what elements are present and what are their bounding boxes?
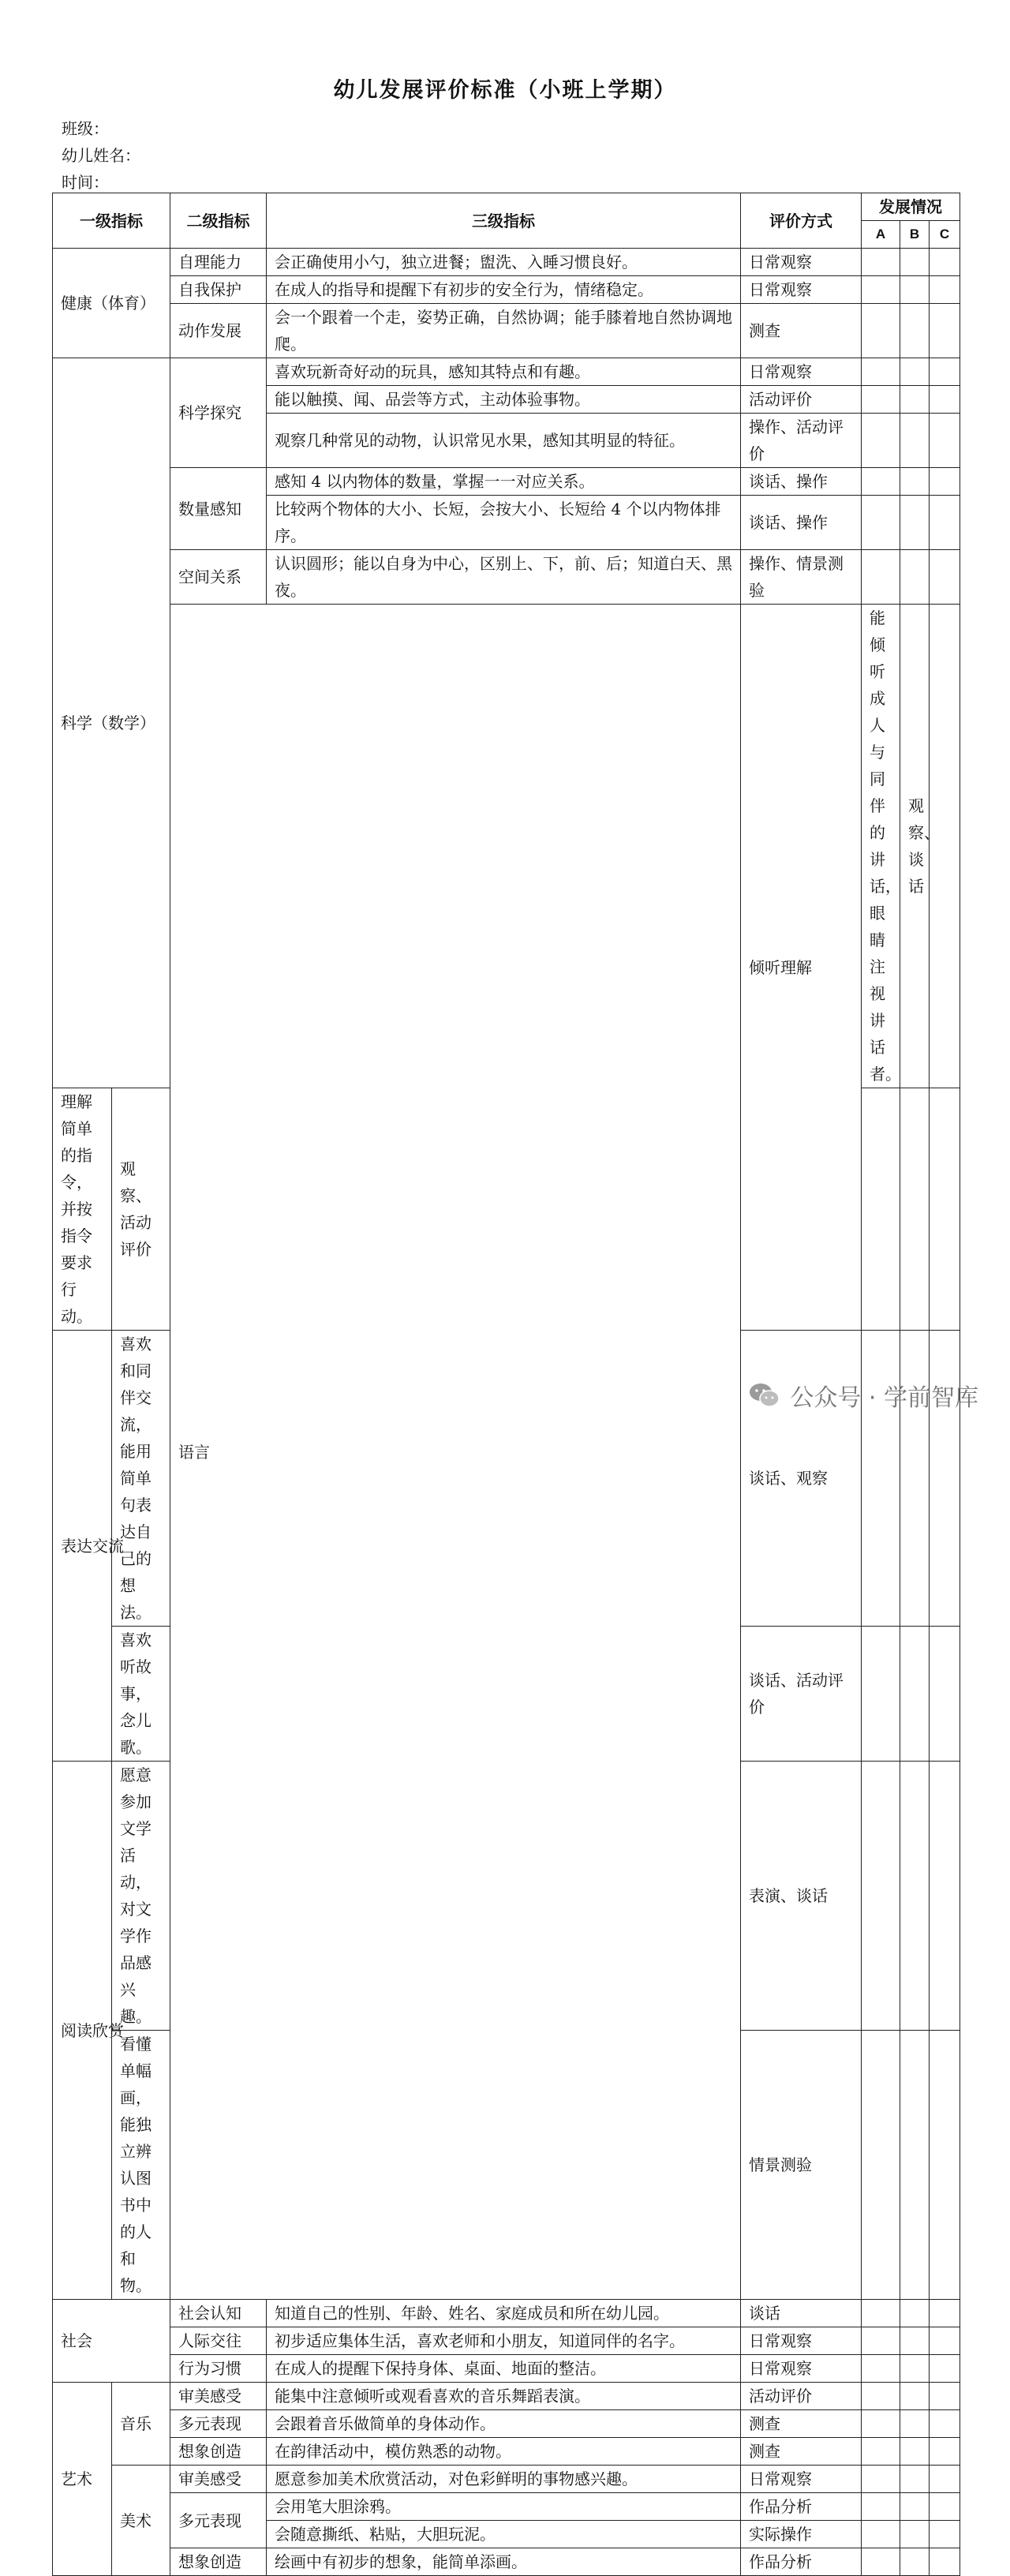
grade-a-cell[interactable] (862, 2410, 900, 2438)
indicator: 绘画中有初步的想象，能简单添画。 (267, 2548, 741, 2576)
sub-music-aesthetic: 审美感受 (170, 2383, 267, 2410)
grade-b-cell[interactable] (900, 2493, 930, 2521)
wechat-icon (749, 1381, 780, 1410)
grade-b-cell[interactable] (900, 2466, 930, 2493)
grade-c-cell[interactable] (930, 276, 960, 304)
grade-b-cell[interactable] (900, 2383, 930, 2410)
domain-music: 音乐 (112, 2383, 170, 2466)
indicator: 在成人的提醒下保持身体、桌面、地面的整洁。 (267, 2355, 741, 2383)
domain-language: 语言 (170, 605, 741, 2300)
method: 测查 (741, 304, 862, 358)
header-grade-a: A (862, 221, 900, 249)
grade-c-cell[interactable] (930, 304, 960, 358)
method: 操作、情景测验 (741, 550, 862, 605)
grade-a-cell[interactable] (862, 550, 900, 605)
grade-b-cell[interactable] (900, 496, 930, 550)
grade-c-cell[interactable] (930, 468, 960, 496)
grade-a-cell[interactable] (930, 605, 960, 1088)
grade-b-cell[interactable] (900, 304, 930, 358)
watermark-text: 公众号 · 学前智库 (790, 1384, 978, 1412)
grade-b-cell[interactable] (900, 2031, 930, 2300)
grade-c-cell[interactable] (930, 386, 960, 414)
header-grade-b: B (900, 221, 930, 249)
indicator: 愿意参加文学活动，对文学作品感兴趣。 (112, 1762, 170, 2031)
form-header (62, 115, 140, 196)
method: 活动评价 (741, 2383, 862, 2410)
grade-b-cell[interactable] (900, 550, 930, 605)
grade-b-cell[interactable] (900, 249, 930, 276)
grade-b-cell[interactable] (900, 2355, 930, 2383)
grade-a-cell[interactable] (862, 2383, 900, 2410)
indicator: 会随意撕纸、粘贴，大胆玩泥。 (267, 2521, 741, 2548)
class-label: 班级： (62, 119, 109, 138)
grade-a-cell[interactable] (862, 1627, 900, 1762)
grade-a-cell[interactable] (862, 468, 900, 496)
grade-a-cell[interactable] (862, 1762, 900, 2031)
indicator: 喜欢听故事，念儿歌。 (112, 1627, 170, 1762)
indicator: 会正确使用小勺，独立进餐；盥洗、入睡习惯良好。 (267, 249, 741, 276)
watermark (749, 1378, 978, 1413)
indicator: 理解简单的指令，并按指令要求行动。 (53, 1088, 112, 1331)
grade-c-cell[interactable] (930, 2548, 960, 2576)
method: 日常观察 (741, 2327, 862, 2355)
grade-c-cell[interactable] (930, 1762, 960, 2031)
grade-c-cell[interactable] (930, 496, 960, 550)
grade-a-cell[interactable] (862, 276, 900, 304)
indicator: 能集中注意倾听或观看喜欢的音乐舞蹈表演。 (267, 2383, 741, 2410)
sub-movement: 动作发展 (170, 304, 267, 358)
grade-a-cell[interactable] (862, 2327, 900, 2355)
method: 谈话、操作 (741, 496, 862, 550)
grade-b-cell[interactable] (900, 414, 930, 468)
grade-c-cell[interactable] (930, 2521, 960, 2548)
grade-a-cell[interactable] (862, 2521, 900, 2548)
method: 谈话、操作 (741, 468, 862, 496)
grade-a-cell[interactable] (862, 2355, 900, 2383)
domain-health: 健康（体育） (53, 249, 170, 358)
grade-c-cell[interactable] (930, 1627, 960, 1762)
sub-expression: 表达交流 (53, 1331, 112, 1762)
grade-a-cell[interactable] (862, 2300, 900, 2327)
method: 活动评价 (741, 386, 862, 414)
child-name-label: 幼儿姓名： (62, 146, 140, 165)
method: 作品分析 (741, 2493, 862, 2521)
grade-b-cell[interactable] (900, 1627, 930, 1762)
method: 日常观察 (741, 2466, 862, 2493)
indicator: 在韵律活动中，模仿熟悉的动物。 (267, 2438, 741, 2466)
grade-c-cell[interactable] (930, 1331, 960, 1627)
grade-b-cell[interactable] (900, 1088, 930, 1331)
page-title: 幼儿发展评价标准（小班上学期） (333, 78, 677, 103)
sub-quantity: 数量感知 (170, 468, 267, 550)
sub-listening: 倾听理解 (741, 605, 862, 1331)
grade-c-cell[interactable] (930, 2410, 960, 2438)
method: 测查 (741, 2410, 862, 2438)
grade-a-cell[interactable] (862, 2031, 900, 2300)
sub-self-protect: 自我保护 (170, 276, 267, 304)
grade-b-cell[interactable] (900, 1331, 930, 1627)
domain-art: 艺术 (53, 2383, 112, 2576)
grade-c-cell[interactable] (930, 2466, 960, 2493)
sub-interpersonal: 人际交往 (170, 2327, 267, 2355)
grade-a-cell[interactable] (862, 1331, 900, 1627)
indicator: 在成人的指导和提醒下有初步的安全行为，情绪稳定。 (267, 276, 741, 304)
grade-c-cell[interactable] (930, 249, 960, 276)
sub-self-care: 自理能力 (170, 249, 267, 276)
header-level1: 一级指标 (53, 193, 170, 249)
header-grade-c: C (930, 221, 960, 249)
indicator: 喜欢玩新奇好动的玩具，感知其特点和有趣。 (267, 358, 741, 386)
domain-social: 社会 (53, 2300, 170, 2383)
grade-c-cell[interactable] (930, 2031, 960, 2300)
grade-a-cell[interactable] (862, 249, 900, 276)
sub-science-explore: 科学探究 (170, 358, 267, 468)
grade-b-cell[interactable] (900, 2410, 930, 2438)
method: 谈话 (741, 2300, 862, 2327)
method: 谈话、观察 (741, 1331, 862, 1627)
sub-habits: 行为习惯 (170, 2355, 267, 2383)
indicator: 能以触摸、闻、品尝等方式，主动体验事物。 (267, 386, 741, 414)
domain-fine-art: 美术 (112, 2466, 170, 2576)
grade-c-cell[interactable] (930, 2327, 960, 2355)
method: 表演、谈话 (741, 1762, 862, 2031)
header-level3: 三级指标 (267, 193, 741, 249)
grade-c-cell[interactable] (930, 414, 960, 468)
method: 作品分析 (741, 2548, 862, 2576)
indicator: 观察几种常见的动物，认识常见水果，感知其明显的特征。 (267, 414, 741, 468)
grade-a-cell[interactable] (862, 2466, 900, 2493)
sub-art-aesthetic: 审美感受 (170, 2466, 267, 2493)
indicator: 能倾听成人与同伴的讲话，眼睛注视讲话者。 (862, 605, 900, 1088)
sub-art-express: 多元表现 (170, 2493, 267, 2548)
indicator: 会一个跟着一个走，姿势正确，自然协调；能手膝着地自然协调地爬。 (267, 304, 741, 358)
grade-b-cell[interactable] (900, 386, 930, 414)
grade-a-cell[interactable] (862, 2548, 900, 2576)
grade-c-cell[interactable] (930, 2438, 960, 2466)
grade-a-cell[interactable] (862, 414, 900, 468)
indicator: 会用笔大胆涂鸦。 (267, 2493, 741, 2521)
method: 测查 (741, 2438, 862, 2466)
indicator: 会跟着音乐做简单的身体动作。 (267, 2410, 741, 2438)
method: 日常观察 (741, 276, 862, 304)
method: 观察、谈话 (900, 605, 930, 1088)
grade-c-cell[interactable] (930, 358, 960, 386)
indicator: 认识圆形；能以自身为中心，区别上、下，前、后；知道白天、黑夜。 (267, 550, 741, 605)
grade-b-cell[interactable] (900, 1762, 930, 2031)
sub-social-cognition: 社会认知 (170, 2300, 267, 2327)
grade-b-cell[interactable] (900, 468, 930, 496)
grade-c-cell[interactable] (930, 2383, 960, 2410)
grade-b-cell[interactable] (900, 2521, 930, 2548)
indicator: 感知 4 以内物体的数量，掌握一一对应关系。 (267, 468, 741, 496)
grade-c-cell[interactable] (930, 2355, 960, 2383)
indicator: 看懂单幅画，能独立辨认图书中的人和物。 (112, 2031, 170, 2300)
sub-space: 空间关系 (170, 550, 267, 605)
grade-c-cell[interactable] (930, 2493, 960, 2521)
indicator: 愿意参加美术欣赏活动，对色彩鲜明的事物感兴趣。 (267, 2466, 741, 2493)
method: 情景测验 (741, 2031, 862, 2300)
sub-reading: 阅读欣赏 (53, 1762, 112, 2300)
indicator: 喜欢和同伴交流，能用简单句表达自己的想法。 (112, 1331, 170, 1627)
grade-b-cell[interactable] (900, 358, 930, 386)
grade-c-cell[interactable] (930, 550, 960, 605)
grade-a-cell[interactable] (862, 358, 900, 386)
method: 日常观察 (741, 249, 862, 276)
grade-a-cell[interactable] (862, 1088, 900, 1331)
domain-science: 科学（数学） (53, 358, 170, 1088)
sub-music-express: 多元表现 (170, 2410, 267, 2438)
method: 观察、活动评价 (112, 1088, 170, 1331)
header-development: 发展情况 (862, 193, 960, 221)
indicator: 比较两个物体的大小、长短，会按大小、长短给 4 个以内物体排序。 (267, 496, 741, 550)
grade-b-cell[interactable] (900, 2548, 930, 2576)
grade-c-cell[interactable] (930, 2300, 960, 2327)
sub-art-imagine: 想象创造 (170, 2548, 267, 2576)
header-method: 评价方式 (741, 193, 862, 249)
grade-c-cell[interactable] (930, 1088, 960, 1331)
method: 实际操作 (741, 2521, 862, 2548)
sub-music-imagine: 想象创造 (170, 2438, 267, 2466)
method: 日常观察 (741, 2355, 862, 2383)
grade-a-cell[interactable] (862, 386, 900, 414)
grade-b-cell[interactable] (900, 2300, 930, 2327)
time-label: 时间： (62, 173, 109, 192)
grade-a-cell[interactable] (862, 496, 900, 550)
header-level2: 二级指标 (170, 193, 267, 249)
grade-a-cell[interactable] (862, 2493, 900, 2521)
method: 谈话、活动评价 (741, 1627, 862, 1762)
method: 日常观察 (741, 358, 862, 386)
grade-a-cell[interactable] (862, 304, 900, 358)
indicator: 初步适应集体生活，喜欢老师和小朋友，知道同伴的名字。 (267, 2327, 741, 2355)
grade-b-cell[interactable] (900, 276, 930, 304)
grade-b-cell[interactable] (900, 2438, 930, 2466)
method: 操作、活动评价 (741, 414, 862, 468)
grade-a-cell[interactable] (862, 2438, 900, 2466)
grade-b-cell[interactable] (900, 2327, 930, 2355)
indicator: 知道自己的性别、年龄、姓名、家庭成员和所在幼儿园。 (267, 2300, 741, 2327)
